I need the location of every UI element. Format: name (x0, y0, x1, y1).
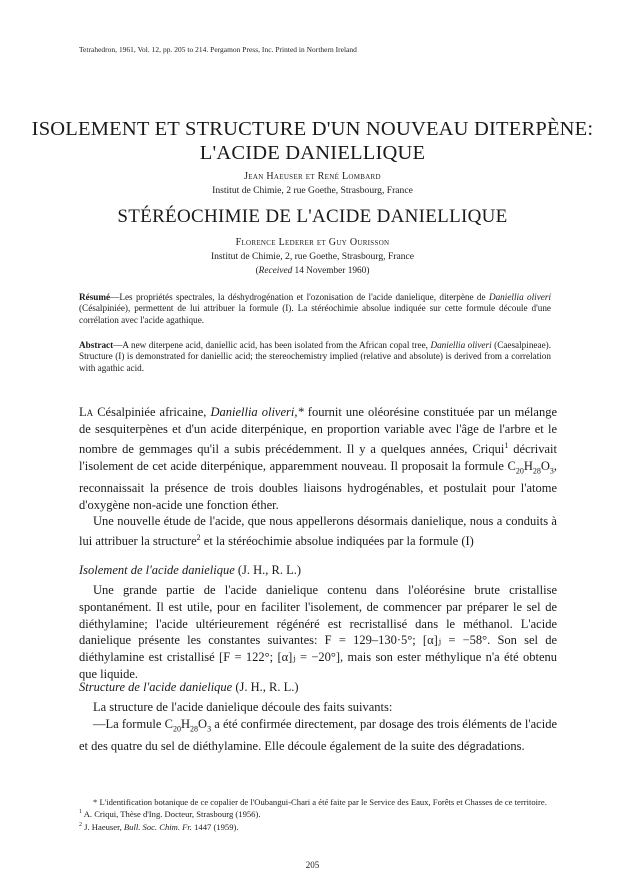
section-2-heading (79, 680, 299, 695)
running-header (79, 45, 357, 54)
section-2-paragraph-1: La structure de l'acide danielique découle des faits suivants: (93, 700, 393, 714)
authors-2: Florence Lederer et Guy Ourisson (235, 237, 390, 248)
intro-d: , reconnaissait la présence de trois doubles liaisons hydrogénables, et postulait pour l'atome d'oxygène non-acide une fonction éther. (79, 458, 557, 512)
footnote-1: $^1$ A. Criqui, Thèse d'Ing. Docteur, Strasbourg (1956). (79, 809, 261, 820)
section-2-authors: (J. H., R. L.) (232, 680, 299, 694)
footnotes (79, 797, 557, 832)
footnote-star: * L'identification botanique de ce copalier de l'Oubangui-Chari a été faite par le Service des Eaux, Forêts et Chasses de ce territoire. (93, 797, 547, 807)
page-number: 205 (305, 860, 320, 870)
formula-2: $C_{20}H_{28}O_3$ (164, 716, 212, 734)
formula: $C_{20}H_{28}O_3$ (507, 458, 554, 476)
section-2-title: Structure de l'acide danielique (79, 680, 233, 694)
intro-b: fournit une oléorésine constituée par un mélange de sesquiterpènes et d'un acide diterpénique, en proportion variable avec l'âge de l'arbre et le nombre de gemmages qu'il a subis précédemment. Il y a quelques années, Criqui (79, 405, 557, 456)
resume-species: Daniellia oliveri (488, 292, 551, 302)
abstract (79, 340, 551, 374)
intro-paragraph-1 (79, 404, 557, 513)
subtitle: STÉRÉOCHIMIE DE L'ACIDE DANIELLIQUE (117, 206, 508, 227)
resume-text-a: —Les propriétés spectrales, la déshydrogénation et l'ozonisation de l'acide danielique, diterpène de (110, 292, 489, 302)
section-1-title: Isolement de l'acide danielique (79, 563, 235, 577)
authors-1: Jean Haeuser et René Lombard (244, 171, 381, 182)
section-1-authors: (J. H., R. L.) (234, 563, 302, 577)
section-2-body (79, 699, 557, 755)
section-1-paragraph: Une grande partie de l'acide danielique contenu dans l'oléorésine brute cristallise spontanément. Il est utile, pour en faciliter l'isolement, de commencer par préparer le sel de diéthylamine; l'acide ultérieurement régénéré est recristallisé dans le méthanol. L'acide danielique présente les constantes suivantes: F = 129–130·5°; [α]ⱼ = −58°. Son sel de diéthylamine est cristallisé [F = 122°; [α]ⱼ = −20°], mais son ester méthylique n'a été obtenu que liquide. (79, 583, 557, 681)
section-2-paragraph-2: —La formule $C_{20}H_{28}O_3$ a été confirmée directement, par dosage des trois éléments de l'acide et des quatre du sel de diéthylamine. Elle découle également de la suite des dégradations. (79, 716, 557, 754)
intro-species: Daniellia oliveri,* (210, 405, 304, 419)
printed-note: Printed in Northern Ireland (275, 45, 357, 54)
intro-dropcap: La (79, 405, 94, 419)
received-line: (Received 14 November 1960) (255, 266, 370, 276)
institution-2: Institut de Chimie, 2, rue Goethe, Strasbourg, France (210, 251, 415, 262)
introduction (79, 404, 557, 550)
intro-p2-a: Une nouvelle étude de l'acide, que nous appellerons désormais danielique, nous a conduits à lui attribuer la structure (79, 514, 557, 549)
resume (79, 292, 551, 326)
ref-2: 2 (196, 533, 201, 543)
title-line-1: ISOLEMENT ET STRUCTURE D'UN NOUVEAU DITERPÈNE: (31, 118, 594, 140)
intro-a: Césalpiniée africaine, (93, 405, 211, 419)
intro-paragraph-2 (79, 513, 557, 550)
institution-1: Institut de Chimie, 2 rue Goethe, Strasbourg, France (212, 185, 413, 196)
abstract-label: Abstract (79, 340, 114, 350)
publisher: Pergamon Press, Inc. (210, 45, 274, 54)
ref-1: 1 (504, 440, 509, 450)
footnote-2: $^2$ J. Haeuser, Bull. Soc. Chim. Fr. 1447 (1959). (79, 821, 239, 832)
title-line-2: L'ACIDE DANIELLIQUE (199, 142, 426, 164)
section-1-body (79, 582, 557, 683)
journal-citation: Tetrahedron, 1961, Vol. 12, pp. 205 to 214. (79, 45, 209, 54)
intro-p2-b: et la stéréochimie absolue indiquées par la formule (I) (200, 534, 474, 549)
received-label: Received (258, 266, 293, 276)
abstract-text-a: —A new diterpene acid, daniellic acid, has been isolated from the African copal tree, (113, 340, 431, 350)
abstract-species: Daniellia oliveri (430, 340, 492, 350)
intro-c: décrivait l'isolement de cet acide diterpénique, apparemment nouveau. Il proposait la formule (79, 441, 557, 473)
received-date: 14 November 1960 (294, 266, 367, 276)
section-1-heading (79, 563, 301, 578)
resume-label: Résumé (79, 292, 111, 302)
resume-text-b: (Césalpiniée), permettent de lui attribuer la formule (I). La stéréochimie absolue indiquée sur cette formule découle d'une corrélation avec l'acide agathique. (79, 303, 551, 325)
abstract-text-b: (Caesalpineae). Structure (I) is demonstrated for daniellic acid; the stereochemistry implied (relative and absolute) is derived from a correlation with agathic acid. (79, 340, 552, 373)
